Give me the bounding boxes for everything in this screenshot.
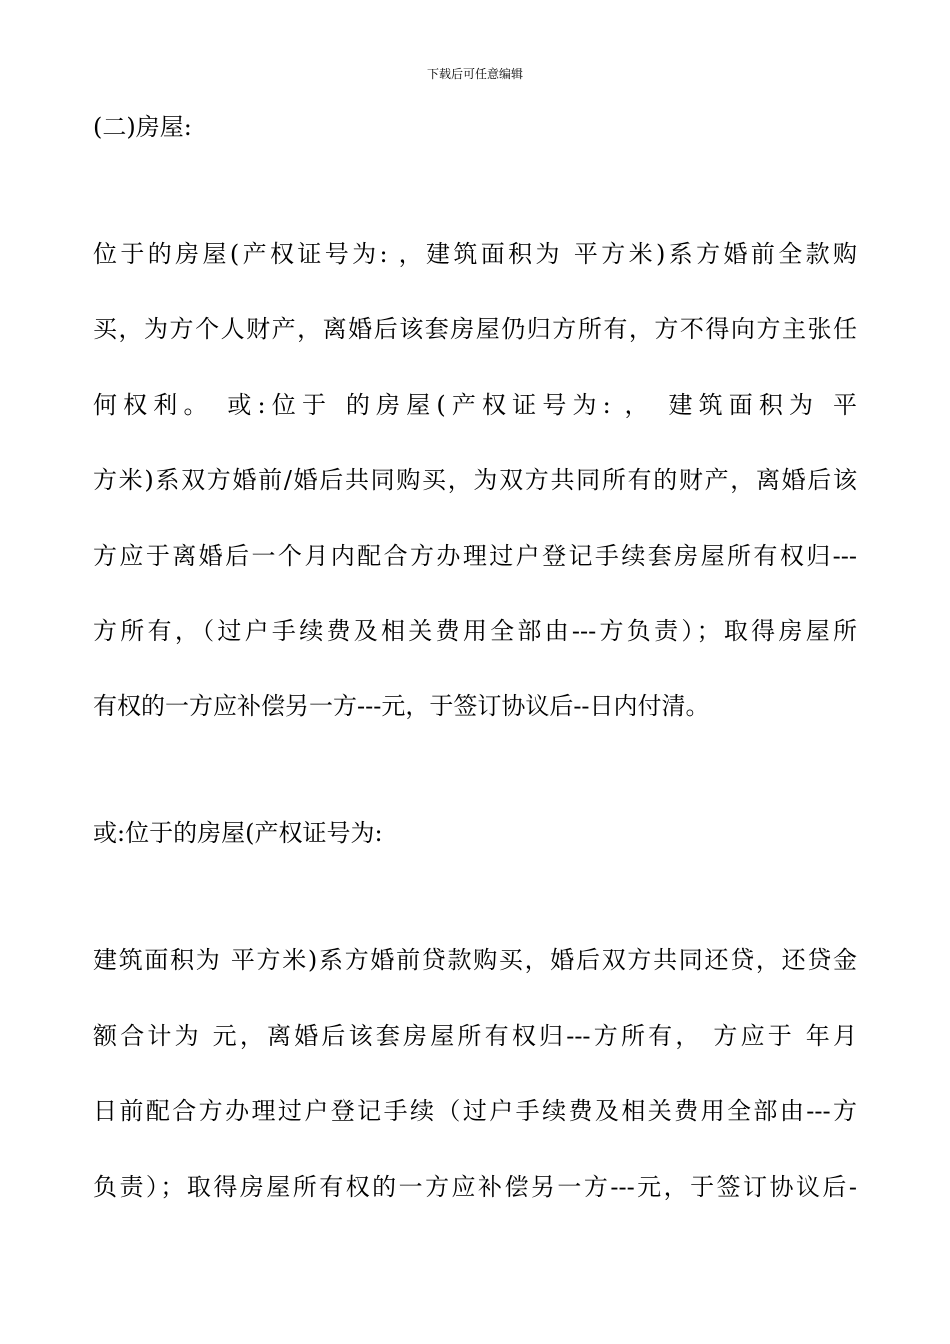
- paragraph-line: 方所有，（过户手续费及相关费用全部由---方负责）；取得房屋所: [93, 617, 857, 645]
- paragraph-line: 买，为方个人财产，离婚后该套房屋仍归方所有，方不得向方主张任: [93, 315, 857, 343]
- paragraph-line: 方应于离婚后一个月内配合方办理过户登记手续套房屋所有权归---: [93, 542, 857, 570]
- paragraph-line: 日前配合方办理过户登记手续（过户手续费及相关费用全部由---方: [93, 1097, 857, 1125]
- paragraph-line: 方米)系双方婚前/婚后共同购买，为双方共同所有的财产，离婚后该: [93, 466, 857, 494]
- section-title: (二)房屋:: [93, 113, 192, 141]
- paragraph-intro: 或:位于的房屋(产权证号为:: [93, 819, 383, 847]
- paragraph-line: 有权的一方应补偿另一方---元，于签订协议后--日内付清。: [93, 692, 710, 720]
- paragraph-line: 何权利。 或:位于 的房屋(产权证号为: ， 建筑面积为 平: [93, 391, 857, 419]
- paragraph-line: 建筑面积为 平方米)系方婚前贷款购买，婚后双方共同还贷，还贷金: [93, 946, 857, 974]
- paragraph-line: 负责）；取得房屋所有权的一方应补偿另一方---元，于签订协议后-: [93, 1173, 857, 1201]
- paragraph-line: 位于的房屋(产权证号为: ，建筑面积为 平方米)系方婚前全款购: [93, 240, 857, 268]
- header-note: 下载后可任意编辑: [426, 67, 523, 81]
- paragraph-line: 额合计为 元，离婚后该套房屋所有权归---方所有， 方应于 年月: [93, 1022, 857, 1050]
